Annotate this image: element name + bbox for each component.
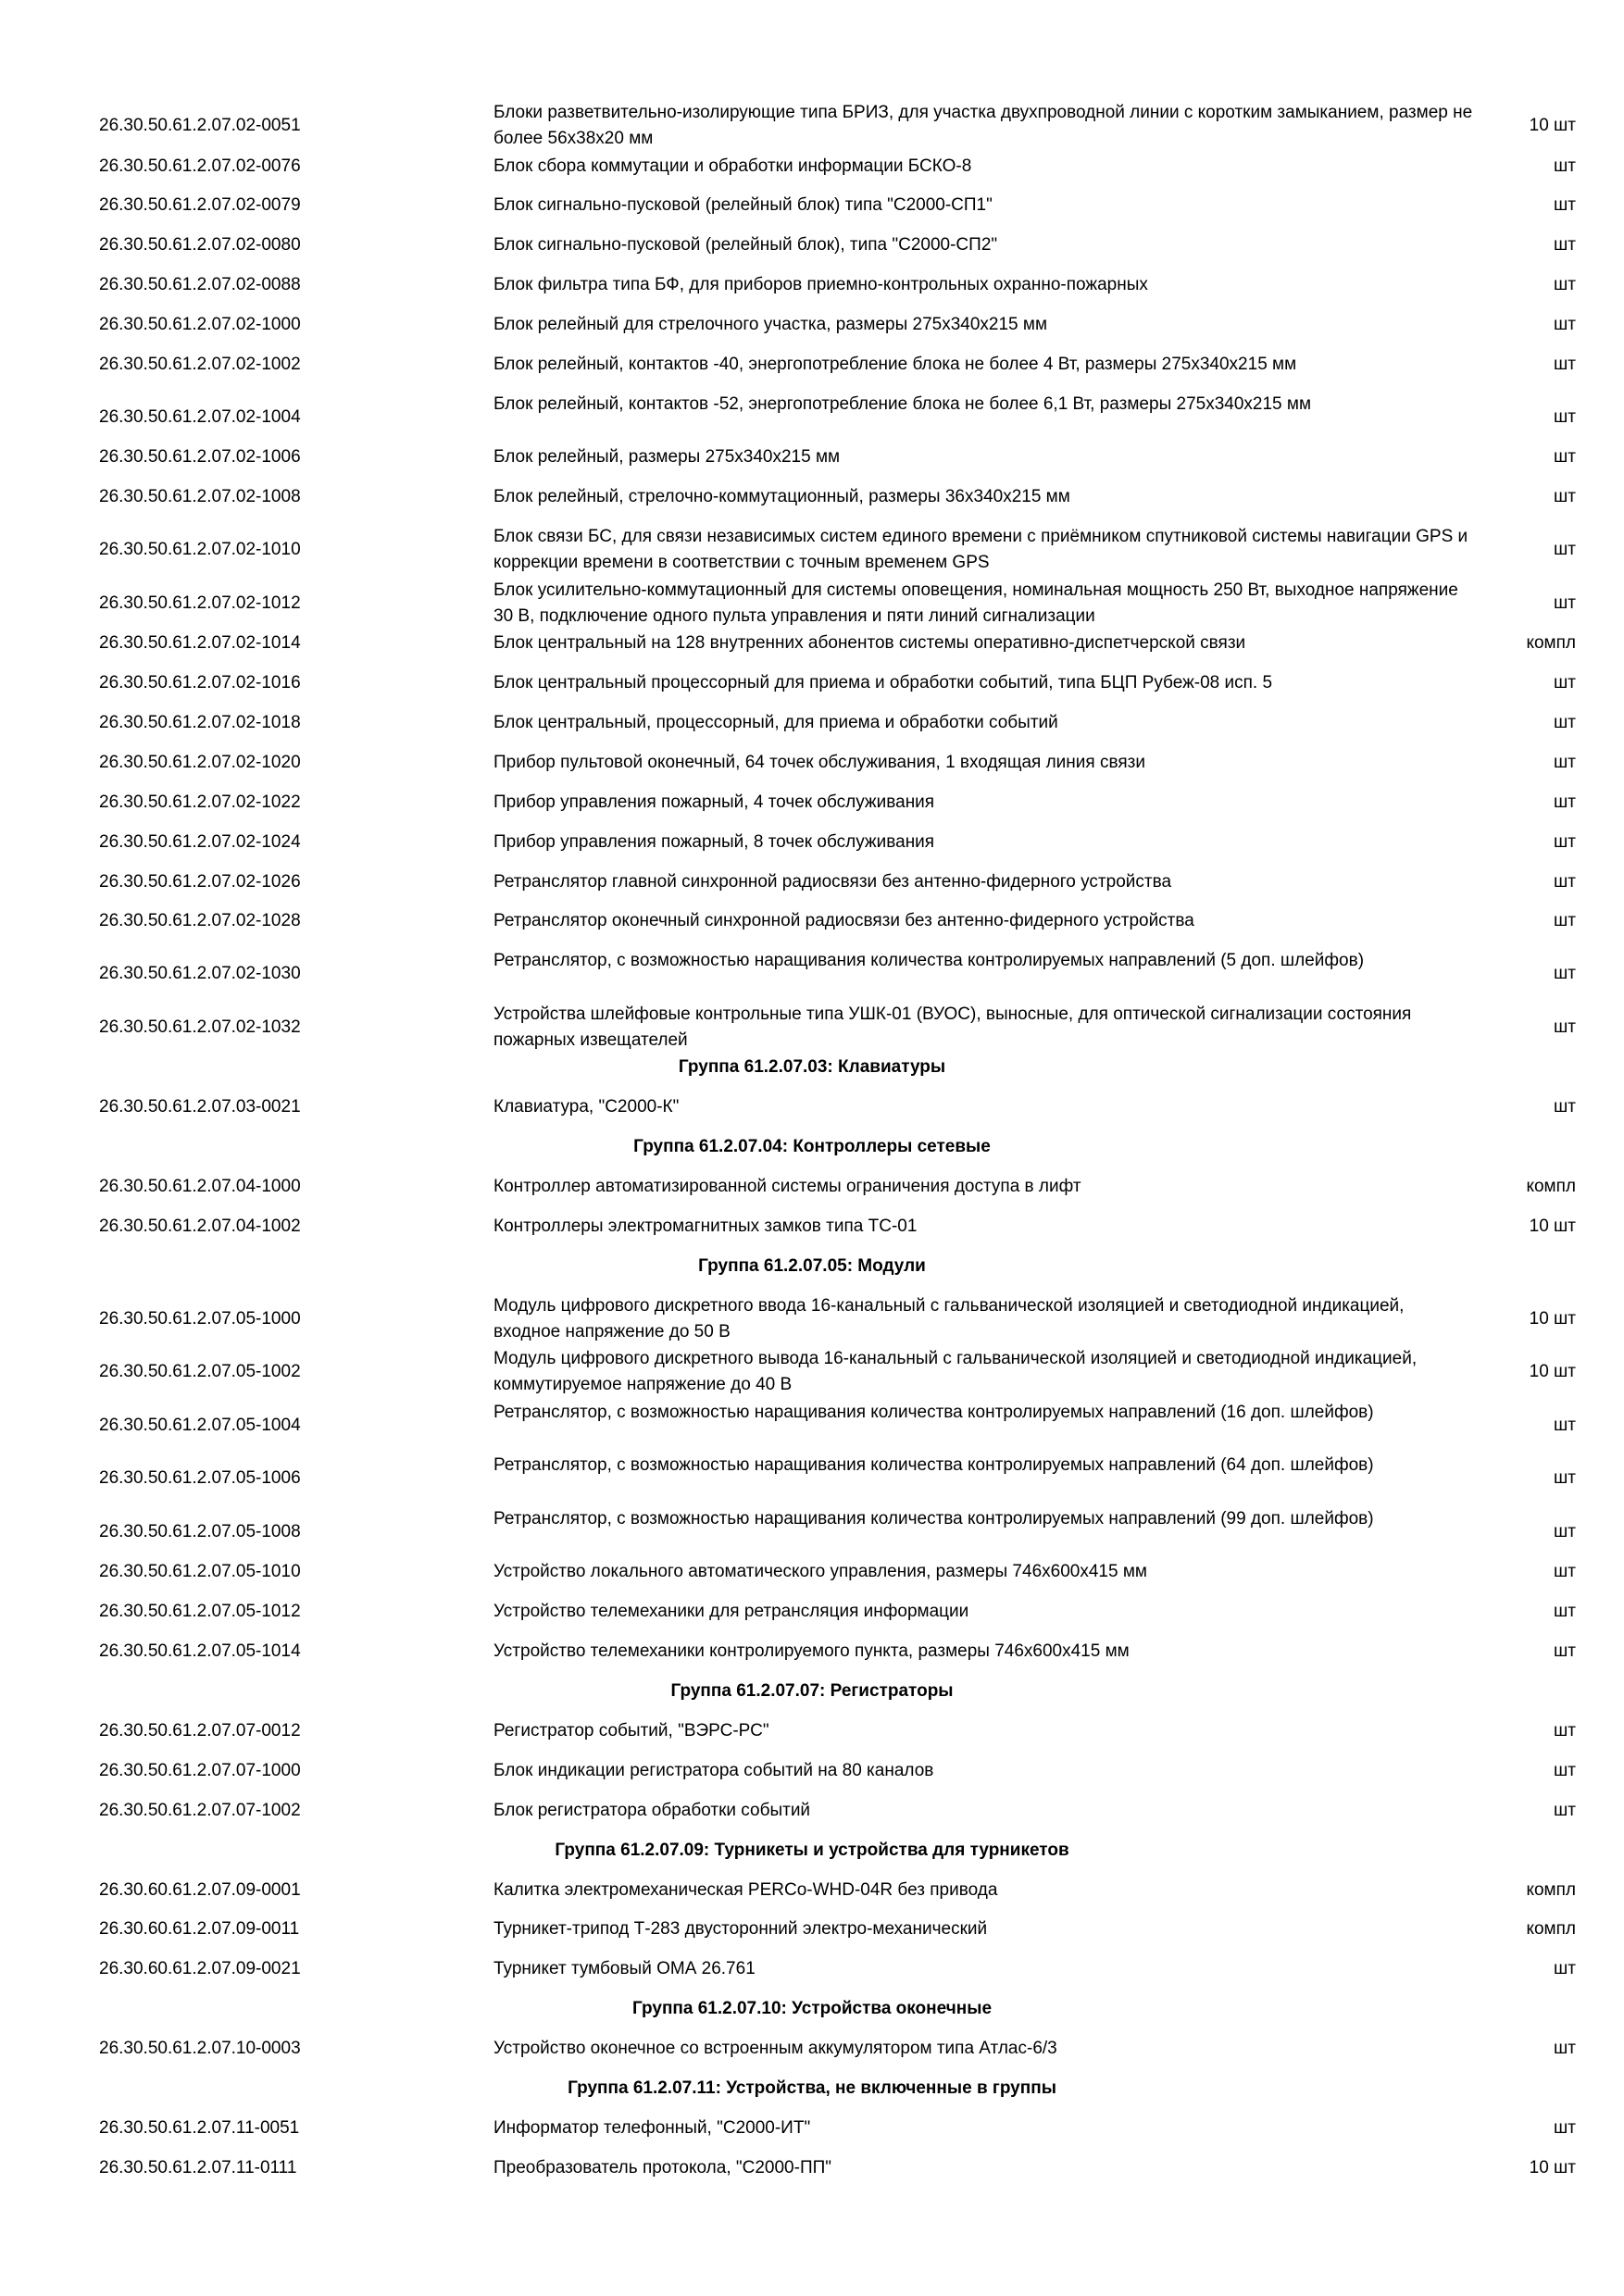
table-row: [0, 630, 1624, 656]
item-name: Устройство телемеханики контролируемого пункта, размеры 746х600х415 мм: [493, 1641, 1130, 1661]
item-name: Блок релейный, стрелочно-коммутационный, размеры 36х340х215 мм: [493, 487, 1070, 506]
item-name: Блок центральный на 128 внутренних абонентов системы оперативно-диспетчерской связи: [493, 633, 1246, 653]
item-name: Ретранслятор, с возможностью наращивания количества контролируемых направлений (64 доп. шлейфов): [493, 1455, 1374, 1475]
item-name: Устройство локального автоматического управления, размеры 746х600х415 мм: [493, 1562, 1147, 1581]
table-row: [0, 312, 1624, 338]
item-name: Блок центральный процессорный для приема и обработки событий, типа БЦП Рубеж-08 исп. 5: [493, 673, 1273, 693]
item-unit: шт: [1554, 1522, 1576, 1541]
table-row: [0, 524, 1624, 576]
item-code: 26.30.50.61.2.07.02-1004: [99, 407, 301, 427]
item-name: Прибор пультовой оконечный, 64 точек обслуживания, 1 входящая линия связи: [493, 753, 1145, 772]
item-unit: компл: [1526, 1880, 1576, 1900]
item-name: Модуль цифрового дискретного вывода 16-канальный с гальванической изоляцией и светодиодной индикацией, коммутируемое напряжение до 40 В: [493, 1349, 1418, 1394]
table-row: [0, 1878, 1624, 1903]
table-row: [0, 232, 1624, 258]
item-name: Ретранслятор главной синхронной радиосвязи без антенно-фидерного устройства: [493, 872, 1172, 892]
item-code: 26.30.50.61.2.07.02-1028: [99, 911, 301, 930]
table-row: [0, 2155, 1624, 2181]
item-name: Информатор телефонный, "С2000-ИТ": [493, 2118, 811, 2138]
item-code: 26.30.50.61.2.07.02-0088: [99, 275, 301, 294]
item-unit: 10 шт: [1529, 1362, 1576, 1381]
group-title: Группа 61.2.07.09: Турникеты и устройства для турникетов: [555, 1841, 1069, 1860]
item-code: 26.30.50.61.2.07.05-1008: [99, 1522, 301, 1541]
item-unit: шт: [1554, 275, 1576, 294]
item-code: 26.30.60.61.2.07.09-0011: [99, 1919, 300, 1939]
item-name: Блок индикации регистратора событий на 80 каналов: [493, 1761, 934, 1780]
item-unit: шт: [1554, 407, 1576, 427]
item-code: 26.30.50.61.2.07.02-1026: [99, 872, 301, 892]
table-row: [0, 1094, 1624, 1120]
item-code: 26.30.60.61.2.07.09-0021: [99, 1959, 301, 1978]
table-row: [0, 1346, 1624, 1398]
item-unit: 10 шт: [1529, 1217, 1576, 1236]
item-unit: шт: [1554, 2118, 1576, 2138]
item-unit: компл: [1526, 1177, 1576, 1196]
table-row: [0, 2115, 1624, 2141]
item-name: Блок фильтра типа БФ, для приборов приемно-контрольных охранно-пожарных: [493, 275, 1148, 294]
table-row: [0, 710, 1624, 736]
table-row: [0, 790, 1624, 816]
item-name: Ретранслятор, с возможностью наращивания количества контролируемых направлений (16 доп. шлейфов): [493, 1403, 1374, 1422]
item-name: Модуль цифрового дискретного ввода 16-канальный с гальванической изоляцией и светодиодной индикацией, входное напряжение до 50 В: [493, 1296, 1405, 1341]
item-code: 26.30.50.61.2.07.05-1006: [99, 1468, 301, 1488]
item-code: 26.30.50.61.2.07.02-1014: [99, 633, 301, 653]
item-unit: шт: [1554, 1602, 1576, 1621]
table-row: [0, 1559, 1624, 1585]
item-code: 26.30.50.61.2.07.02-1000: [99, 315, 301, 334]
item-unit: компл: [1526, 1919, 1576, 1939]
item-code: 26.30.50.61.2.07.04-1000: [99, 1177, 301, 1196]
item-code: 26.30.50.61.2.07.02-0080: [99, 235, 301, 255]
item-name: Блок сигнально-пусковой (релейный блок) типа "С2000-СП1": [493, 195, 993, 215]
item-unit: шт: [1554, 1017, 1576, 1037]
table-row: [0, 1293, 1624, 1345]
item-code: 26.30.50.61.2.07.02-1018: [99, 713, 301, 732]
item-unit: шт: [1554, 195, 1576, 215]
table-row: [0, 352, 1624, 378]
item-code: 26.30.50.61.2.07.07-0012: [99, 1721, 301, 1741]
table-row: [0, 670, 1624, 696]
item-name: Устройство телемеханики для ретрансляция информации: [493, 1602, 969, 1621]
item-code: 26.30.60.61.2.07.09-0001: [99, 1880, 301, 1900]
table-row: [0, 1798, 1624, 1824]
item-unit: шт: [1554, 1761, 1576, 1780]
item-unit: шт: [1554, 1468, 1576, 1488]
table-row: [0, 1506, 1624, 1558]
table-row: [0, 908, 1624, 934]
item-name: Блок сигнально-пусковой (релейный блок), типа "С2000-СП2": [493, 235, 998, 255]
table-row: [0, 578, 1624, 630]
table-row: [0, 1002, 1624, 1054]
item-unit: шт: [1554, 673, 1576, 693]
item-name: Блок центральный, процессорный, для приема и обработки событий: [493, 713, 1058, 732]
item-unit: шт: [1554, 911, 1576, 930]
item-code: 26.30.50.61.2.07.07-1002: [99, 1801, 301, 1820]
item-unit: шт: [1554, 964, 1576, 983]
table-row: [0, 1453, 1624, 1504]
item-unit: шт: [1554, 2039, 1576, 2058]
item-code: 26.30.50.61.2.07.02-0079: [99, 195, 301, 215]
item-code: 26.30.50.61.2.07.02-1032: [99, 1017, 301, 1037]
table-row: [0, 1916, 1624, 1942]
item-code: 26.30.50.61.2.07.05-1010: [99, 1562, 301, 1581]
item-unit: шт: [1554, 593, 1576, 613]
item-unit: шт: [1554, 1641, 1576, 1661]
item-name: Устройства шлейфовые контрольные типа УШК-01 (ВУОС), выносные, для оптической сигнализации состояния пожарных извещателей: [493, 1004, 1412, 1050]
item-code: 26.30.50.61.2.07.02-1002: [99, 355, 301, 374]
item-unit: компл: [1526, 633, 1576, 653]
item-code: 26.30.50.61.2.07.05-1002: [99, 1362, 301, 1381]
item-name: Прибор управления пожарный, 8 точек обслуживания: [493, 832, 935, 852]
item-code: 26.30.50.61.2.07.11-0051: [99, 2118, 300, 2138]
table-row: [0, 1639, 1624, 1665]
item-unit: шт: [1554, 832, 1576, 852]
item-name: Блок регистратора обработки событий: [493, 1801, 811, 1820]
item-code: 26.30.50.61.2.07.04-1002: [99, 1217, 301, 1236]
table-row: [0, 272, 1624, 298]
item-unit: шт: [1554, 713, 1576, 732]
item-code: 26.30.50.61.2.07.02-1008: [99, 487, 301, 506]
item-unit: шт: [1554, 1562, 1576, 1581]
group-title: Группа 61.2.07.11: Устройства, не включенные в группы: [568, 2078, 1056, 2098]
group-title: Группа 61.2.07.05: Модули: [698, 1256, 926, 1276]
item-name: Блок релейный, контактов -40, энергопотребление блока не более 4 Вт, размеры 275х340х215 мм: [493, 355, 1297, 374]
table-row: [0, 392, 1624, 443]
item-unit: 10 шт: [1529, 2158, 1576, 2177]
item-code: 26.30.50.61.2.07.11-0111: [99, 2158, 297, 2177]
item-code: 26.30.50.61.2.07.02-1022: [99, 792, 301, 812]
item-unit: шт: [1554, 753, 1576, 772]
item-unit: 10 шт: [1529, 116, 1576, 135]
item-name: Калитка электромеханическая PERCo-WHD-04R без привода: [493, 1880, 998, 1900]
item-code: 26.30.50.61.2.07.05-1004: [99, 1416, 301, 1435]
item-name: Контроллер автоматизированной системы ограничения доступа в лифт: [493, 1177, 1081, 1196]
table-row: [0, 869, 1624, 895]
item-name: Клавиатура, "С2000-К": [493, 1097, 680, 1117]
table-row: [0, 948, 1624, 1000]
item-code: 26.30.50.61.2.07.07-1000: [99, 1761, 301, 1780]
item-name: Блок релейный, контактов -52, энергопотребление блока не более 6,1 Вт, размеры 275х340х215 мм: [493, 394, 1312, 414]
item-unit: шт: [1554, 1097, 1576, 1117]
group-title: Группа 61.2.07.03: Клавиатуры: [678, 1057, 946, 1077]
item-name: Ретранслятор, с возможностью наращивания количества контролируемых направлений (5 доп. шлейфов): [493, 951, 1365, 970]
item-unit: шт: [1554, 315, 1576, 334]
item-code: 26.30.50.61.2.07.02-0076: [99, 156, 301, 176]
item-unit: шт: [1554, 447, 1576, 467]
table-row: [0, 154, 1624, 180]
table-row: [0, 830, 1624, 855]
item-name: Блок релейный для стрелочного участка, размеры 275х340х215 мм: [493, 315, 1048, 334]
item-name: Блок сбора коммутации и обработки информации БСКО-8: [493, 156, 972, 176]
item-code: 26.30.50.61.2.07.05-1000: [99, 1309, 301, 1329]
item-code: 26.30.50.61.2.07.05-1014: [99, 1641, 301, 1661]
item-code: 26.30.50.61.2.07.02-1010: [99, 540, 301, 559]
item-code: 26.30.50.61.2.07.02-1016: [99, 673, 301, 693]
item-unit: шт: [1554, 355, 1576, 374]
item-unit: шт: [1554, 156, 1576, 176]
item-unit: 10 шт: [1529, 1309, 1576, 1329]
group-title: Группа 61.2.07.04: Контроллеры сетевые: [633, 1137, 991, 1156]
table-row: [0, 444, 1624, 470]
table-row: [0, 100, 1624, 152]
table-row: [0, 193, 1624, 218]
item-unit: шт: [1554, 1959, 1576, 1978]
item-unit: шт: [1554, 235, 1576, 255]
item-unit: шт: [1554, 540, 1576, 559]
table-row: [0, 1400, 1624, 1452]
table-row: [0, 1718, 1624, 1744]
group-title: Группа 61.2.07.10: Устройства оконечные: [631, 1999, 993, 2018]
table-row: [0, 750, 1624, 776]
item-unit: шт: [1554, 1721, 1576, 1741]
item-name: Устройство оконечное со встроенным аккумулятором типа Атлас-6/3: [493, 2039, 1057, 2058]
item-code: 26.30.50.61.2.07.03-0021: [99, 1097, 301, 1117]
item-code: 26.30.50.61.2.07.02-1030: [99, 964, 301, 983]
item-name: Блоки разветвительно-изолирующие типа БРИЗ, для участка двухпроводной линии с коротким замыканием, размер не более 56х38х20 мм: [493, 103, 1473, 148]
table-row: [0, 1758, 1624, 1784]
item-name: Прибор управления пожарный, 4 точек обслуживания: [493, 792, 935, 812]
table-row: [0, 2036, 1624, 2062]
item-name: Ретранслятор, с возможностью наращивания количества контролируемых направлений (99 доп. шлейфов): [493, 1509, 1374, 1529]
group-title: Группа 61.2.07.07: Регистраторы: [670, 1681, 954, 1701]
item-name: Блок релейный, размеры 275х340х215 мм: [493, 447, 841, 467]
item-code: 26.30.50.61.2.07.02-1012: [99, 593, 301, 613]
item-unit: шт: [1554, 872, 1576, 892]
item-unit: шт: [1554, 1801, 1576, 1820]
table-row: [0, 1956, 1624, 1982]
item-name: Регистратор событий, "ВЭРС-РС": [493, 1721, 769, 1741]
item-unit: шт: [1554, 1416, 1576, 1435]
item-name: Турникет-трипод Т-283 двусторонний электро-механический: [493, 1919, 988, 1939]
item-unit: шт: [1554, 487, 1576, 506]
table-row: [0, 1599, 1624, 1625]
item-name: Преобразователь протокола, "С2000-ПП": [493, 2158, 832, 2177]
item-code: 26.30.50.61.2.07.02-0051: [99, 116, 301, 135]
item-name: Контроллеры электромагнитных замков типа ТС-01: [493, 1217, 918, 1236]
table-row: [0, 1174, 1624, 1200]
item-name: Ретранслятор оконечный синхронной радиосвязи без антенно-фидерного устройства: [493, 911, 1194, 930]
item-code: 26.30.50.61.2.07.02-1020: [99, 753, 301, 772]
table-row: [0, 484, 1624, 510]
item-name: Блок связи БС, для связи независимых систем единого времени с приёмником спутниковой системы навигации GPS и коррекции времени в соответствии с точным временем GPS: [493, 527, 1468, 572]
item-unit: шт: [1554, 792, 1576, 812]
table-row: [0, 1214, 1624, 1240]
item-name: Блок усилительно-коммутационный для системы оповещения, номинальная мощность 250 Вт, выходное напряжение 30 В, подключение одного пульта управления и пяти линий сигнализации: [493, 580, 1458, 626]
item-code: 26.30.50.61.2.07.10-0003: [99, 2039, 301, 2058]
item-code: 26.30.50.61.2.07.02-1024: [99, 832, 301, 852]
item-code: 26.30.50.61.2.07.05-1012: [99, 1602, 301, 1621]
item-code: 26.30.50.61.2.07.02-1006: [99, 447, 301, 467]
item-name: Турникет тумбовый ОМА 26.761: [493, 1959, 756, 1978]
